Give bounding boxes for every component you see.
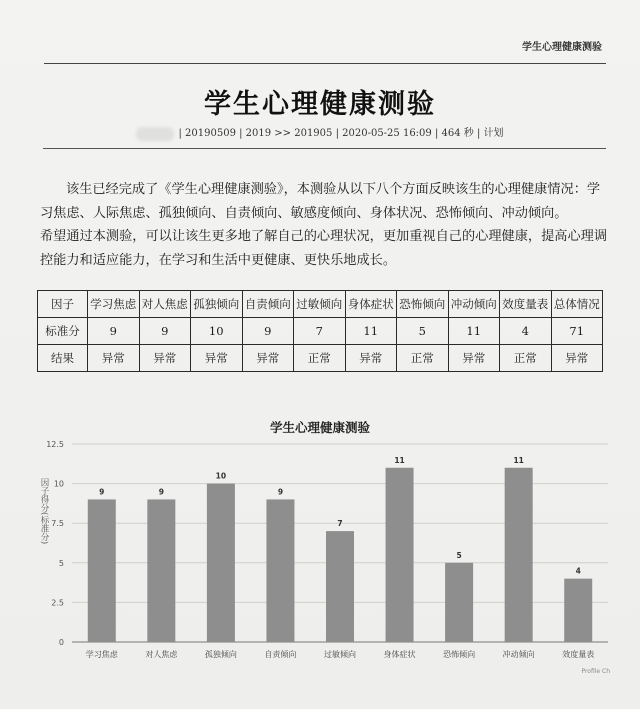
table-cell: 9 xyxy=(139,318,191,345)
table-cell: 总体情况 xyxy=(551,291,603,318)
table-cell: 11 xyxy=(448,318,500,345)
table-cell: 异常 xyxy=(345,345,397,372)
table-cell: 异常 xyxy=(88,345,140,372)
table-row-label: 因子 xyxy=(38,291,88,318)
y-tick-label: 12.5 xyxy=(46,440,64,449)
bar xyxy=(266,499,294,642)
table-cell: 过敏倾向 xyxy=(294,291,346,318)
y-tick-label: 2.5 xyxy=(51,598,64,608)
table-cell: 学习焦虑 xyxy=(88,291,140,318)
table-cell: 10 xyxy=(191,318,243,345)
table-cell: 正常 xyxy=(500,345,552,372)
table-cell: 孤独倾向 xyxy=(191,291,243,318)
data-label: 9 xyxy=(277,487,284,497)
data-label: 4 xyxy=(575,566,581,576)
x-tick-label: 学习焦虑 xyxy=(85,650,118,659)
y-tick-label: 5 xyxy=(58,558,64,568)
table-row-label: 标准分 xyxy=(38,318,88,345)
table-cell: 效度量表 xyxy=(500,291,552,318)
watermark: Profile Ch xyxy=(581,668,610,675)
y-tick-label: 0 xyxy=(58,638,64,647)
table-cell: 对人焦虑 xyxy=(139,291,191,318)
x-tick-label: 恐怖倾向 xyxy=(443,650,476,659)
x-tick-label: 孤独倾向 xyxy=(204,650,237,659)
bar xyxy=(207,484,235,642)
table-cell: 异常 xyxy=(551,345,603,372)
data-label: 11 xyxy=(394,455,405,465)
bar xyxy=(326,531,354,642)
x-tick-label: 效度量表 xyxy=(562,650,595,659)
intro-paragraph-2: 希望通过本测验，可以让该生更多地了解自己的心理状况，更加重视自己的心理健康，提高心理调控能力和适应能力，在学习和生活中更健康、更快乐地成长。 xyxy=(40,229,608,268)
bar xyxy=(564,579,592,642)
data-label: 11 xyxy=(513,455,524,465)
table-cell: 正常 xyxy=(294,345,346,372)
chart-y-axis-label: 因子得分(标准分) xyxy=(39,478,49,545)
data-label: 10 xyxy=(215,471,227,481)
table-cell: 11 xyxy=(345,318,397,345)
page-title: 学生心理健康测验 xyxy=(204,89,436,120)
y-tick-label: 7.5 xyxy=(51,519,64,529)
table-cell: 异常 xyxy=(242,345,294,372)
table-cell: 9 xyxy=(88,318,140,345)
x-tick-label: 身体症状 xyxy=(383,650,416,659)
y-tick-label: 10 xyxy=(53,479,64,489)
table-cell: 71 xyxy=(551,318,603,345)
x-tick-label: 过敏倾向 xyxy=(324,650,356,659)
bar xyxy=(88,499,116,642)
table-cell: 异常 xyxy=(191,345,243,372)
table-cell: 正常 xyxy=(397,345,449,372)
table-cell: 冲动倾向 xyxy=(448,291,500,318)
table-cell: 自责倾向 xyxy=(242,291,294,318)
intro-paragraph-1: 该生已经完成了《学生心理健康测验》，本测验从以下八个方面反映该生的心理健康情况：学习焦虑、人际焦虑、孤独倾向、自责倾向、敏感度倾向、身体状况、恐怖倾向、冲动倾向。 xyxy=(40,182,601,221)
x-tick-label: 自责倾向 xyxy=(264,650,297,659)
table-cell: 9 xyxy=(242,318,294,345)
table-row-label: 结果 xyxy=(38,345,88,372)
bar xyxy=(147,499,175,642)
table-cell: 4 xyxy=(500,318,552,345)
x-tick-label: 冲动倾向 xyxy=(502,650,535,659)
chart-title: 学生心理健康测验 xyxy=(269,420,370,435)
table-cell: 恐怖倾向 xyxy=(397,291,449,318)
running-header: 学生心理健康测验 xyxy=(522,42,602,53)
data-label: 9 xyxy=(99,487,105,497)
table-cell: 身体症状 xyxy=(345,291,397,318)
bar xyxy=(505,468,533,642)
data-label: 5 xyxy=(456,550,462,560)
table-cell: 7 xyxy=(294,318,346,345)
meta-text: | 20190509 | 2019 >> 201905 | 2020-05-25 16:09 | 464 秒 | 计划 xyxy=(178,128,504,139)
table-cell: 5 xyxy=(397,318,449,345)
bar xyxy=(445,563,473,642)
data-label: 9 xyxy=(158,487,164,497)
bar xyxy=(386,468,414,642)
table-cell: 异常 xyxy=(139,345,191,372)
table-cell: 异常 xyxy=(448,345,500,372)
data-label: 7 xyxy=(337,519,343,529)
x-tick-label: 对人焦虑 xyxy=(145,650,178,659)
